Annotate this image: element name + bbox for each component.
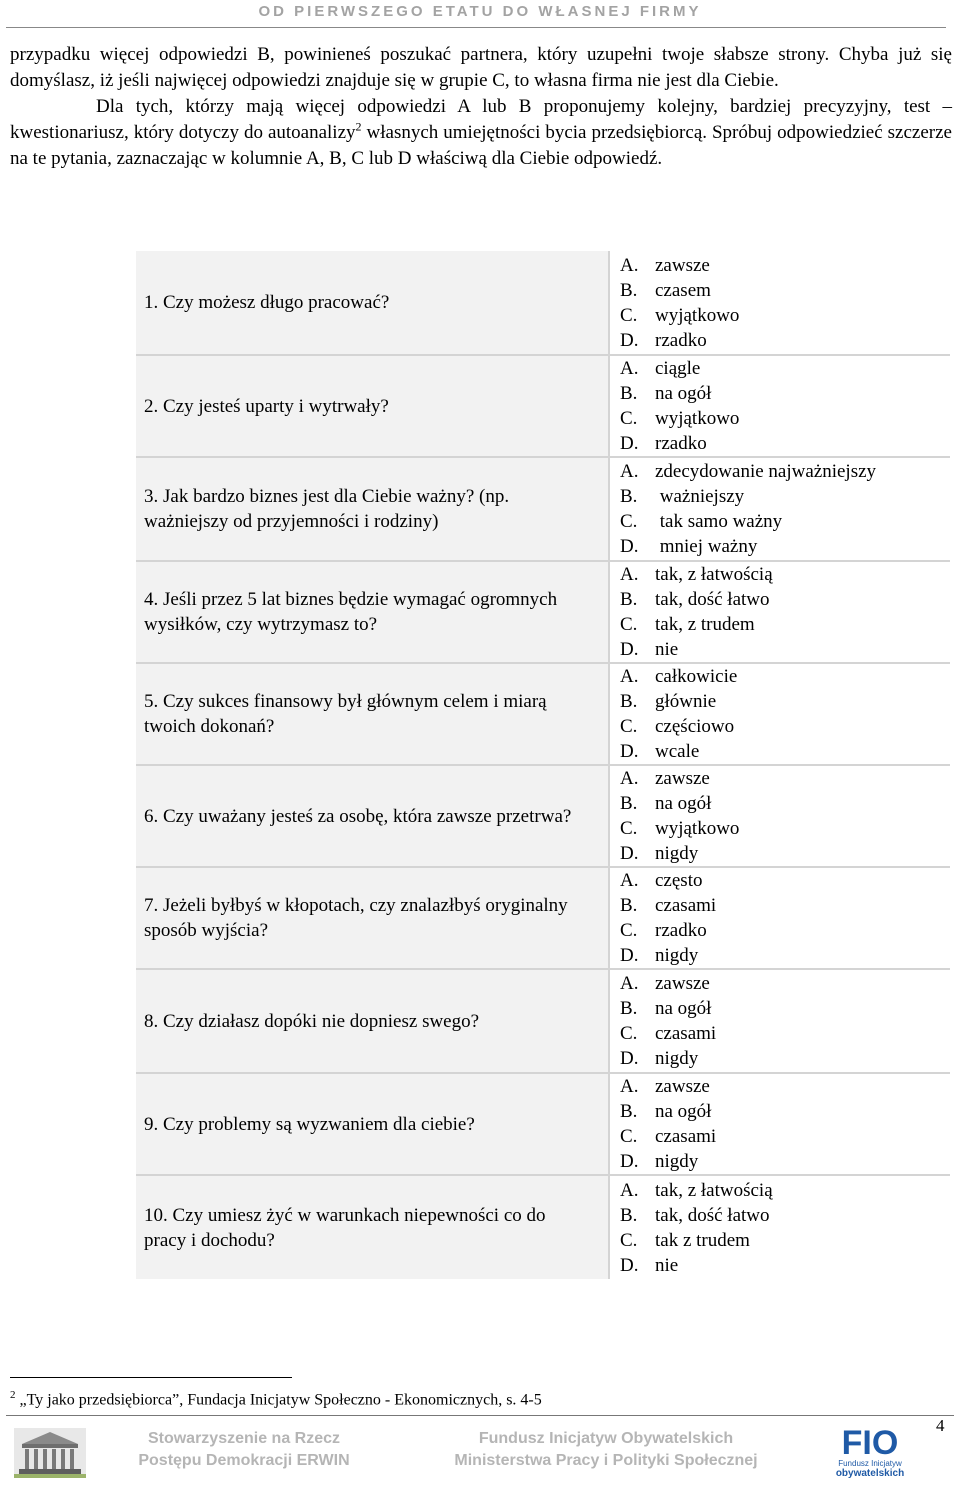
answer-letter: A. xyxy=(620,358,639,379)
answer-letter: D. xyxy=(620,329,639,351)
answer-option[interactable] xyxy=(620,328,950,353)
answer-letter: A. xyxy=(620,870,639,891)
answer-text: rzadko xyxy=(655,329,707,351)
answer-option[interactable] xyxy=(620,484,950,509)
answer-letter: D. xyxy=(620,433,639,454)
answer-letter: B. xyxy=(620,793,638,814)
question-text: 7. Jeżeli byłbyś w kłopotach, czy znalazłbyś oryginalny sposób wyjścia? xyxy=(136,867,609,969)
answer-text: czasami xyxy=(655,895,717,916)
answer-option[interactable] xyxy=(620,664,950,689)
answer-option[interactable] xyxy=(620,868,950,893)
answer-text: nigdy xyxy=(655,1151,699,1172)
answer-option[interactable] xyxy=(620,893,950,918)
answer-options xyxy=(609,561,950,663)
answer-letter: C. xyxy=(620,304,638,326)
answer-text: rzadko xyxy=(655,433,707,454)
answer-option[interactable] xyxy=(620,918,950,943)
answer-letter: D. xyxy=(620,843,639,864)
answer-options xyxy=(609,867,950,969)
answer-option[interactable] xyxy=(620,1099,950,1124)
answer-option[interactable] xyxy=(620,739,950,764)
question-row xyxy=(136,765,950,867)
org1-line-1: Stowarzyszenie na Rzecz xyxy=(147,1430,341,1447)
answer-option[interactable] xyxy=(620,689,950,714)
question-row xyxy=(136,867,950,969)
answer-letter: A. xyxy=(620,1179,639,1201)
question-row xyxy=(136,457,950,561)
answer-letter: D. xyxy=(620,741,639,762)
answer-letter: C. xyxy=(620,408,638,429)
answer-options xyxy=(609,969,950,1073)
questionnaire-table xyxy=(136,251,950,1279)
answer-letter: B. xyxy=(620,691,638,712)
answer-option[interactable] xyxy=(620,534,950,559)
answer-option[interactable] xyxy=(620,381,950,406)
answer-option[interactable] xyxy=(620,303,950,328)
question-row xyxy=(136,251,950,355)
answer-option[interactable] xyxy=(620,766,950,791)
answer-text: mniej ważny xyxy=(655,536,758,557)
question-row xyxy=(136,1073,950,1175)
question-text: 3. Jak bardzo biznes jest dla Ciebie ważny? (np. ważniejszy od przyjemności i rodziny) xyxy=(136,457,609,561)
answer-option[interactable] xyxy=(620,509,950,534)
answer-letter: A. xyxy=(620,666,639,687)
answer-text: czasami xyxy=(655,1126,717,1147)
answer-text: zawsze xyxy=(655,1076,710,1097)
answer-options xyxy=(609,765,950,867)
question-text: 9. Czy problemy są wyzwaniem dla ciebie? xyxy=(136,1073,609,1175)
answer-option[interactable] xyxy=(620,278,950,303)
answer-letter: C. xyxy=(620,716,638,737)
answer-letter: B. xyxy=(620,279,638,301)
answer-letter: D. xyxy=(620,945,639,966)
answer-letter: B. xyxy=(620,895,638,916)
answer-letter: A. xyxy=(620,973,639,994)
answer-options xyxy=(609,1073,950,1175)
answer-text: tak, dość łatwo xyxy=(655,1204,770,1226)
answer-options xyxy=(609,1175,950,1279)
answer-option[interactable] xyxy=(620,1021,950,1046)
answer-letter: D. xyxy=(620,1151,639,1172)
answer-letter: B. xyxy=(620,383,638,404)
answer-letter: A. xyxy=(620,768,639,789)
answer-option[interactable] xyxy=(620,637,950,662)
answer-text: częściowo xyxy=(655,716,735,737)
answer-text: nie xyxy=(655,1254,679,1276)
question-row xyxy=(136,1175,950,1279)
answer-option[interactable] xyxy=(620,714,950,739)
answer-option[interactable] xyxy=(620,791,950,816)
org2-line-2: Ministerstwa Pracy i Polityki Społecznej xyxy=(454,1452,758,1469)
answer-letter: B. xyxy=(620,486,638,507)
answer-option[interactable] xyxy=(620,1074,950,1099)
answer-text: na ogół xyxy=(655,1101,712,1122)
question-text: 1. Czy możesz długo pracować? xyxy=(136,251,609,355)
fio-logo-sub2: obywatelskich xyxy=(835,1468,905,1479)
fio-logo-sub1: Fundusz Inicjatyw xyxy=(838,1459,902,1468)
intro-paragraph-1: przypadku więcej odpowiedzi B, powinieneś poszukać partnera, który uzupełni twoje słabsze strony. Chyba już się domyślasz, iż jeśli najwięcej odpowiedzi znajduje się w grupie C, to własna firma nie jest dla Ciebie. xyxy=(10,44,952,91)
answer-option[interactable] xyxy=(620,841,950,866)
answer-text: rzadko xyxy=(655,920,707,941)
footnote-text: „Ty jako przedsiębiorca”, Fundacja Inicjatyw Społeczno - Ekonomicznych, s. 4-5 xyxy=(15,1391,542,1409)
answer-text: nigdy xyxy=(655,945,699,966)
question-row xyxy=(136,355,950,457)
answer-text: na ogół xyxy=(655,793,712,814)
answer-text: wyjątkowo xyxy=(655,818,740,839)
answer-text: zawsze xyxy=(655,768,710,789)
fio-logo-text: FIO xyxy=(841,1424,899,1462)
answer-text: tak, z łatwością xyxy=(655,1179,773,1201)
answer-letter: C. xyxy=(620,1229,638,1251)
answer-option[interactable] xyxy=(620,1203,950,1228)
answer-text: zdecydowanie najważniejszy xyxy=(655,461,877,482)
footnote-reference[interactable]: 2 xyxy=(355,119,362,134)
answer-text: na ogół xyxy=(655,998,712,1019)
answer-option[interactable] xyxy=(620,1253,950,1278)
answer-text: zawsze xyxy=(655,254,710,276)
answer-option[interactable] xyxy=(620,996,950,1021)
answer-text: często xyxy=(655,870,703,891)
answer-option[interactable] xyxy=(620,1149,950,1174)
answer-letter: D. xyxy=(620,1254,639,1276)
answer-text: całkowicie xyxy=(655,666,738,687)
answer-text: tak z trudem xyxy=(655,1229,750,1251)
answer-text: nigdy xyxy=(655,1048,699,1069)
answer-option[interactable] xyxy=(620,943,950,968)
organization-fio xyxy=(430,1428,782,1472)
answer-letter: B. xyxy=(620,1101,638,1122)
answer-options xyxy=(609,355,950,457)
answer-option[interactable] xyxy=(620,971,950,996)
temple-logo-icon xyxy=(14,1428,86,1478)
answer-letter: A. xyxy=(620,1076,639,1097)
question-text: 10. Czy umiesz żyć w warunkach niepewności co do pracy i dochodu? xyxy=(136,1175,609,1279)
answer-text: zawsze xyxy=(655,973,710,994)
question-text: 2. Czy jesteś uparty i wytrwały? xyxy=(136,355,609,457)
answer-option[interactable] xyxy=(620,1228,950,1253)
answer-letter: C. xyxy=(620,511,638,532)
footnote xyxy=(10,1385,910,1410)
header-title: OD PIERWSZEGO ETATU DO WŁASNEJ FIRMY xyxy=(258,3,702,20)
fio-logo-icon xyxy=(822,1420,934,1484)
answer-letter: C. xyxy=(620,1023,638,1044)
answer-option[interactable] xyxy=(620,253,950,278)
answer-text: tak, z trudem xyxy=(655,614,755,635)
page-footer xyxy=(0,1416,960,1486)
intro-p2-after: własnych umiejętności bycia przedsiębiorcą. Spróbuj odpowiedzieć szczerze na te pytania, zaznaczając w kolumnie A, B, C lub D właściwą dla Ciebie odpowiedź. xyxy=(10,122,952,169)
answer-option[interactable] xyxy=(620,612,950,637)
answer-text: wyjątkowo xyxy=(655,304,740,326)
answer-letter: B. xyxy=(620,998,638,1019)
answer-letter: B. xyxy=(620,1204,638,1226)
answer-option[interactable] xyxy=(620,587,950,612)
answer-text: tak, z łatwością xyxy=(655,564,773,585)
answer-option[interactable] xyxy=(620,1178,950,1203)
answer-text: ciągle xyxy=(655,358,701,379)
question-row xyxy=(136,561,950,663)
answer-option[interactable] xyxy=(620,1046,950,1071)
answer-text: nigdy xyxy=(655,843,699,864)
answer-option[interactable] xyxy=(620,1124,950,1149)
answer-text: czasem xyxy=(655,279,711,301)
answer-options xyxy=(609,251,950,355)
answer-text: na ogół xyxy=(655,383,712,404)
header-rule xyxy=(6,27,946,28)
answer-options xyxy=(609,457,950,561)
answer-text: czasami xyxy=(655,1023,717,1044)
answer-text: tak, dość łatwo xyxy=(655,589,770,610)
answer-letter: B. xyxy=(620,589,638,610)
answer-option[interactable] xyxy=(620,406,950,431)
answer-option[interactable] xyxy=(620,431,950,456)
answer-option[interactable] xyxy=(620,459,950,484)
answer-text: wcale xyxy=(655,741,700,762)
question-text: 5. Czy sukces finansowy był głównym celem i miarą twoich dokonań? xyxy=(136,663,609,765)
intro-text xyxy=(10,42,952,172)
answer-options xyxy=(609,663,950,765)
page-number: 4 xyxy=(936,1416,945,1435)
answer-letter: C. xyxy=(620,1126,638,1147)
org2-line-1: Fundusz Inicjatyw Obywatelskich xyxy=(478,1430,734,1447)
question-text: 6. Czy uważany jesteś za osobę, która zawsze przetrwa? xyxy=(136,765,609,867)
question-row xyxy=(136,663,950,765)
answer-text: głównie xyxy=(655,691,717,712)
answer-text: tak samo ważny xyxy=(655,511,783,532)
answer-letter: A. xyxy=(620,461,639,482)
intro-paragraph-2 xyxy=(10,94,952,172)
running-header xyxy=(0,0,960,29)
question-row xyxy=(136,969,950,1073)
answer-option[interactable] xyxy=(620,816,950,841)
answer-option[interactable] xyxy=(620,562,950,587)
answer-text: nie xyxy=(655,639,679,660)
answer-letter: A. xyxy=(620,564,639,585)
answer-letter: D. xyxy=(620,1048,639,1069)
answer-text: ważniejszy xyxy=(655,486,745,507)
organization-erwin xyxy=(118,1428,370,1472)
answer-letter: C. xyxy=(620,920,638,941)
footnote-rule xyxy=(10,1377,292,1378)
answer-letter: D. xyxy=(620,639,639,660)
question-text: 8. Czy działasz dopóki nie dopniesz swego? xyxy=(136,969,609,1073)
org1-line-2: Postępu Demokracji ERWIN xyxy=(138,1452,350,1469)
footnote-number: 2 xyxy=(10,1389,16,1401)
answer-option[interactable] xyxy=(620,356,950,381)
answer-text: wyjątkowo xyxy=(655,408,740,429)
question-text: 4. Jeśli przez 5 lat biznes będzie wymagać ogromnych wysiłków, czy wytrzymasz to? xyxy=(136,561,609,663)
answer-letter: D. xyxy=(620,536,639,557)
intro-p2-before: Dla tych, którzy mają więcej odpowiedzi A lub B proponujemy kolejny, bardziej precyzyjny, test – kwestionariusz, który dotyczy do autoanalizy xyxy=(10,96,952,143)
answer-letter: A. xyxy=(620,254,639,276)
answer-letter: C. xyxy=(620,614,638,635)
answer-letter: C. xyxy=(620,818,638,839)
